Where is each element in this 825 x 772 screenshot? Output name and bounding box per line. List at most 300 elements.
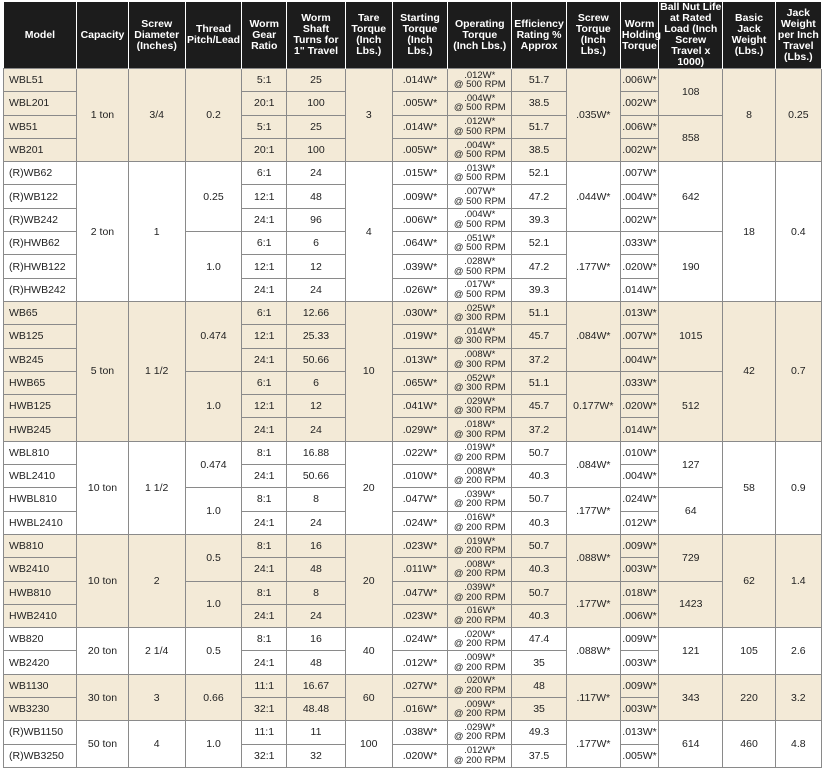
starting-torque-cell: .016W* <box>392 698 447 721</box>
efficiency-cell: 40.3 <box>512 511 566 534</box>
jack-weight-per-inch-cell: 3.2 <box>775 674 821 721</box>
worm-holding-torque-cell: .003W* <box>620 651 658 674</box>
worm-shaft-turns-cell: 25.33 <box>287 325 345 348</box>
efficiency-cell: 50.7 <box>512 441 566 464</box>
tare-torque-cell: 20 <box>345 441 392 534</box>
operating-torque-cell <box>448 604 512 627</box>
header-worm-shaft-turns: Worm Shaft Turns for 1" Travel <box>287 2 345 69</box>
ball-nut-life-cell: 1423 <box>659 581 723 628</box>
ball-nut-life-cell: 108 <box>659 69 723 116</box>
efficiency-cell: 51.1 <box>512 371 566 394</box>
operating-torque-value: .012W* <box>464 116 496 128</box>
ball-nut-life-cell: 642 <box>659 162 723 232</box>
worm-holding-torque-cell: .013W* <box>620 301 658 324</box>
operating-torque-value: .013W* <box>464 162 496 174</box>
header-thread-pitch: Thread Pitch/Lead <box>185 2 241 69</box>
basic-jack-weight-cell: 18 <box>723 162 775 302</box>
worm-holding-torque-cell: .007W* <box>620 325 658 348</box>
operating-torque-value: .052W* <box>464 372 496 384</box>
capacity-cell: 10 ton <box>77 441 128 534</box>
model-cell: HWB2410 <box>4 604 77 627</box>
operating-speed: @ 500 RPM <box>453 149 506 161</box>
screw-torque-cell: .177W* <box>566 232 620 302</box>
operating-torque-value: .007W* <box>464 186 496 198</box>
starting-torque-cell: .064W* <box>392 232 447 255</box>
starting-torque-cell: .014W* <box>392 115 447 138</box>
starting-torque-cell: .026W* <box>392 278 447 301</box>
operating-torque-cell <box>448 371 512 394</box>
efficiency-cell: 39.3 <box>512 208 566 231</box>
starting-torque-cell: .027W* <box>392 674 447 697</box>
operating-torque-value: .008W* <box>464 558 496 570</box>
worm-shaft-turns-cell: 48 <box>287 558 345 581</box>
starting-torque-cell: .038W* <box>392 721 447 744</box>
ball-nut-life-cell: 343 <box>659 674 723 721</box>
screw-diameter-cell: 2 1/4 <box>128 628 185 675</box>
worm-gear-ratio-cell: 11:1 <box>242 721 287 744</box>
jack-specifications-table <box>3 2 822 768</box>
worm-shaft-turns-cell: 24 <box>287 162 345 185</box>
worm-shaft-turns-cell: 48 <box>287 185 345 208</box>
model-cell: (R)HWB242 <box>4 278 77 301</box>
worm-holding-torque-cell: .004W* <box>620 465 658 488</box>
model-cell: WB245 <box>4 348 77 371</box>
starting-torque-cell: .020W* <box>392 744 447 767</box>
efficiency-cell: 50.7 <box>512 534 566 557</box>
efficiency-cell: 37.5 <box>512 744 566 767</box>
model-cell: (R)WB3250 <box>4 744 77 767</box>
operating-speed: @ 200 RPM <box>453 754 506 766</box>
worm-holding-torque-cell: .003W* <box>620 558 658 581</box>
header-jack-weight-per-inch: Jack Weight per Inch Travel (Lbs.) <box>775 2 821 69</box>
operating-torque-cell <box>448 744 512 767</box>
operating-torque-cell <box>448 348 512 371</box>
screw-torque-cell: .117W* <box>566 674 620 721</box>
operating-speed: @ 200 RPM <box>453 661 506 673</box>
efficiency-cell: 37.2 <box>512 418 566 441</box>
operating-torque-value: .012W* <box>464 69 496 81</box>
operating-torque-value: .009W* <box>464 652 496 664</box>
capacity-cell: 10 ton <box>77 534 128 627</box>
starting-torque-cell: .041W* <box>392 395 447 418</box>
operating-torque-cell <box>448 92 512 115</box>
starting-torque-cell: .047W* <box>392 581 447 604</box>
starting-torque-cell: .012W* <box>392 651 447 674</box>
model-cell: WB2420 <box>4 651 77 674</box>
operating-torque-value: .029W* <box>464 721 496 733</box>
efficiency-cell: 40.3 <box>512 465 566 488</box>
efficiency-cell: 49.3 <box>512 721 566 744</box>
thread-pitch-cell: 0.25 <box>185 162 241 232</box>
operating-speed: @ 200 RPM <box>453 568 506 580</box>
table-row <box>4 441 822 464</box>
thread-pitch-cell: 1.0 <box>185 371 241 441</box>
capacity-cell: 1 ton <box>77 69 128 162</box>
worm-shaft-turns-cell: 6 <box>287 232 345 255</box>
operating-torque-value: .025W* <box>464 302 496 314</box>
worm-gear-ratio-cell: 24:1 <box>242 651 287 674</box>
worm-gear-ratio-cell: 6:1 <box>242 301 287 324</box>
operating-speed: @ 200 RPM <box>453 684 506 696</box>
operating-torque-value: .028W* <box>464 256 496 268</box>
worm-shaft-turns-cell: 50.66 <box>287 465 345 488</box>
efficiency-cell: 37.2 <box>512 348 566 371</box>
model-cell: WB201 <box>4 138 77 161</box>
operating-speed: @ 200 RPM <box>453 498 506 510</box>
operating-speed: @ 300 RPM <box>453 382 506 393</box>
worm-shaft-turns-cell: 12.66 <box>287 301 345 324</box>
worm-gear-ratio-cell: 12:1 <box>242 325 287 348</box>
tare-torque-cell: 60 <box>345 674 392 721</box>
worm-gear-ratio-cell: 6:1 <box>242 232 287 255</box>
screw-torque-cell: .177W* <box>566 581 620 628</box>
operating-speed: @ 300 RPM <box>453 428 506 440</box>
worm-shaft-turns-cell: 24 <box>287 278 345 301</box>
starting-torque-cell: .039W* <box>392 255 447 278</box>
worm-shaft-turns-cell: 16.67 <box>287 674 345 697</box>
efficiency-cell: 47.2 <box>512 255 566 278</box>
model-cell: HWB810 <box>4 581 77 604</box>
model-cell: WBL201 <box>4 92 77 115</box>
efficiency-cell: 47.4 <box>512 628 566 651</box>
operating-torque-cell <box>448 115 512 138</box>
screw-diameter-cell: 2 <box>128 534 185 627</box>
operating-torque-value: .004W* <box>464 209 496 221</box>
worm-holding-torque-cell: .009W* <box>620 534 658 557</box>
worm-shaft-turns-cell: 8 <box>287 581 345 604</box>
efficiency-cell: 45.7 <box>512 325 566 348</box>
efficiency-cell: 48 <box>512 674 566 697</box>
model-cell: (R)HWB122 <box>4 255 77 278</box>
worm-gear-ratio-cell: 24:1 <box>242 604 287 627</box>
model-cell: (R)WB62 <box>4 162 77 185</box>
worm-shaft-turns-cell: 100 <box>287 92 345 115</box>
operating-torque-cell <box>448 208 512 231</box>
worm-gear-ratio-cell: 5:1 <box>242 69 287 92</box>
thread-pitch-cell: 0.474 <box>185 301 241 371</box>
screw-diameter-cell: 3 <box>128 674 185 721</box>
header-capacity: Capacity <box>77 2 128 69</box>
screw-diameter-cell: 1 1/2 <box>128 301 185 441</box>
operating-torque-value: .009W* <box>464 698 496 710</box>
model-cell: WBL51 <box>4 69 77 92</box>
starting-torque-cell: .015W* <box>392 162 447 185</box>
model-cell: WB2410 <box>4 558 77 581</box>
model-cell: HWB245 <box>4 418 77 441</box>
worm-holding-torque-cell: .002W* <box>620 92 658 115</box>
operating-torque-cell <box>448 674 512 697</box>
operating-torque-cell <box>448 465 512 488</box>
thread-pitch-cell: 1.0 <box>185 232 241 302</box>
worm-holding-torque-cell: .020W* <box>620 395 658 418</box>
operating-torque-cell <box>448 511 512 534</box>
worm-holding-torque-cell: .007W* <box>620 162 658 185</box>
worm-gear-ratio-cell: 24:1 <box>242 418 287 441</box>
table-row <box>4 69 822 92</box>
operating-speed: @ 500 RPM <box>453 265 506 277</box>
starting-torque-cell: .023W* <box>392 534 447 557</box>
ball-nut-life-cell: 614 <box>659 721 723 768</box>
operating-torque-value: .008W* <box>464 349 496 361</box>
worm-gear-ratio-cell: 20:1 <box>242 138 287 161</box>
tare-torque-cell: 40 <box>345 628 392 675</box>
worm-shaft-turns-cell: 16.88 <box>287 441 345 464</box>
screw-diameter-cell: 1 <box>128 162 185 302</box>
worm-gear-ratio-cell: 12:1 <box>242 255 287 278</box>
worm-holding-torque-cell: .006W* <box>620 604 658 627</box>
efficiency-cell: 51.7 <box>512 69 566 92</box>
worm-shaft-turns-cell: 48.48 <box>287 698 345 721</box>
worm-shaft-turns-cell: 32 <box>287 744 345 767</box>
screw-torque-cell: .088W* <box>566 628 620 675</box>
efficiency-cell: 52.1 <box>512 232 566 255</box>
ball-nut-life-cell: 729 <box>659 534 723 581</box>
efficiency-cell: 52.1 <box>512 162 566 185</box>
model-cell: HWBL810 <box>4 488 77 511</box>
basic-jack-weight-cell: 8 <box>723 69 775 162</box>
model-cell: WBL2410 <box>4 465 77 488</box>
header-screw-diameter: Screw Diameter (Inches) <box>128 2 185 69</box>
worm-shaft-turns-cell: 6 <box>287 371 345 394</box>
worm-gear-ratio-cell: 24:1 <box>242 465 287 488</box>
worm-gear-ratio-cell: 6:1 <box>242 162 287 185</box>
operating-torque-cell <box>448 581 512 604</box>
header-basic-jack-weight: Basic Jack Weight (Lbs.) <box>723 2 775 69</box>
jack-weight-per-inch-cell: 4.8 <box>775 721 821 768</box>
table-row <box>4 628 822 651</box>
model-cell: WB3230 <box>4 698 77 721</box>
model-cell: WB125 <box>4 325 77 348</box>
worm-gear-ratio-cell: 8:1 <box>242 441 287 464</box>
worm-holding-torque-cell: .012W* <box>620 511 658 534</box>
worm-holding-torque-cell: .010W* <box>620 441 658 464</box>
starting-torque-cell: .006W* <box>392 208 447 231</box>
operating-torque-cell <box>448 232 512 255</box>
tare-torque-cell: 20 <box>345 534 392 627</box>
worm-shaft-turns-cell: 16 <box>287 628 345 651</box>
operating-speed: @ 200 RPM <box>453 731 506 743</box>
tare-torque-cell: 3 <box>345 69 392 162</box>
screw-diameter-cell: 3/4 <box>128 69 185 162</box>
worm-gear-ratio-cell: 24:1 <box>242 208 287 231</box>
operating-torque-value: .020W* <box>464 675 496 687</box>
worm-holding-torque-cell: .009W* <box>620 628 658 651</box>
operating-torque-cell <box>448 395 512 418</box>
operating-speed: @ 500 RPM <box>453 102 506 114</box>
worm-gear-ratio-cell: 32:1 <box>242 698 287 721</box>
operating-torque-value: .029W* <box>464 395 496 407</box>
jack-weight-per-inch-cell: 0.4 <box>775 162 821 302</box>
thread-pitch-cell: 0.5 <box>185 628 241 675</box>
table-row <box>4 534 822 557</box>
worm-shaft-turns-cell: 25 <box>287 69 345 92</box>
efficiency-cell: 45.7 <box>512 395 566 418</box>
starting-torque-cell: .024W* <box>392 511 447 534</box>
worm-holding-torque-cell: .003W* <box>620 698 658 721</box>
jack-weight-per-inch-cell: 2.6 <box>775 628 821 675</box>
basic-jack-weight-cell: 105 <box>723 628 775 675</box>
worm-holding-torque-cell: .013W* <box>620 721 658 744</box>
capacity-cell: 20 ton <box>77 628 128 675</box>
jack-weight-per-inch-cell: 0.9 <box>775 441 821 534</box>
screw-torque-cell: .084W* <box>566 301 620 371</box>
operating-speed: @ 500 RPM <box>453 172 506 184</box>
worm-shaft-turns-cell: 50.66 <box>287 348 345 371</box>
worm-shaft-turns-cell: 100 <box>287 138 345 161</box>
ball-nut-life-cell: 127 <box>659 441 723 488</box>
operating-torque-cell <box>448 488 512 511</box>
operating-torque-cell <box>448 534 512 557</box>
table-row <box>4 301 822 324</box>
model-cell: WB810 <box>4 534 77 557</box>
worm-holding-torque-cell: .002W* <box>620 208 658 231</box>
efficiency-cell: 40.3 <box>512 558 566 581</box>
starting-torque-cell: .009W* <box>392 185 447 208</box>
screw-torque-cell: 0.177W* <box>566 371 620 441</box>
model-cell: WBL810 <box>4 441 77 464</box>
starting-torque-cell: .022W* <box>392 441 447 464</box>
efficiency-cell: 38.5 <box>512 92 566 115</box>
operating-torque-cell <box>448 628 512 651</box>
header-tare-torque: Tare Torque (Inch Lbs.) <box>345 2 392 69</box>
operating-torque-cell <box>448 558 512 581</box>
operating-torque-cell <box>448 185 512 208</box>
operating-speed: @ 200 RPM <box>453 545 506 557</box>
worm-gear-ratio-cell: 8:1 <box>242 581 287 604</box>
operating-torque-cell <box>448 255 512 278</box>
starting-torque-cell: .005W* <box>392 138 447 161</box>
operating-speed: @ 200 RPM <box>453 451 506 463</box>
table-row <box>4 674 822 697</box>
ball-nut-life-cell: 64 <box>659 488 723 535</box>
operating-torque-value: .014W* <box>464 325 496 337</box>
thread-pitch-cell: 0.66 <box>185 674 241 721</box>
starting-torque-cell: .065W* <box>392 371 447 394</box>
worm-gear-ratio-cell: 5:1 <box>242 115 287 138</box>
model-cell: (R)HWB62 <box>4 232 77 255</box>
ball-nut-life-cell: 1015 <box>659 301 723 371</box>
header-efficiency: Efficiency Rating % Approx <box>512 2 566 69</box>
header-model: Model <box>4 2 77 69</box>
ball-nut-life-cell: 858 <box>659 115 723 162</box>
operating-torque-value: .004W* <box>464 139 496 151</box>
worm-shaft-turns-cell: 24 <box>287 418 345 441</box>
operating-torque-value: .008W* <box>464 465 496 477</box>
starting-torque-cell: .024W* <box>392 628 447 651</box>
operating-speed: @ 300 RPM <box>453 312 506 324</box>
model-cell: WB51 <box>4 115 77 138</box>
operating-speed: @ 500 RPM <box>453 125 506 137</box>
efficiency-cell: 38.5 <box>512 138 566 161</box>
header-worm-holding-torque: Worm Holding Torque <box>620 2 658 69</box>
jack-weight-per-inch-cell: 1.4 <box>775 534 821 627</box>
model-cell: HWBL2410 <box>4 511 77 534</box>
operating-torque-cell <box>448 138 512 161</box>
thread-pitch-cell: 0.474 <box>185 441 241 488</box>
worm-holding-torque-cell: .033W* <box>620 371 658 394</box>
capacity-cell: 5 ton <box>77 301 128 441</box>
ball-nut-life-cell: 512 <box>659 371 723 441</box>
worm-holding-torque-cell: .018W* <box>620 581 658 604</box>
worm-shaft-turns-cell: 24 <box>287 511 345 534</box>
jack-weight-per-inch-cell: 0.25 <box>775 69 821 162</box>
operating-torque-value: .016W* <box>464 605 496 617</box>
worm-holding-torque-cell: .024W* <box>620 488 658 511</box>
worm-shaft-turns-cell: 8 <box>287 488 345 511</box>
starting-torque-cell: .010W* <box>392 465 447 488</box>
operating-torque-value: .018W* <box>464 419 496 431</box>
model-cell: HWB65 <box>4 371 77 394</box>
worm-shaft-turns-cell: 24 <box>287 604 345 627</box>
worm-gear-ratio-cell: 24:1 <box>242 558 287 581</box>
worm-gear-ratio-cell: 6:1 <box>242 371 287 394</box>
starting-torque-cell: .014W* <box>392 69 447 92</box>
worm-shaft-turns-cell: 96 <box>287 208 345 231</box>
operating-speed: @ 200 RPM <box>453 591 506 603</box>
operating-torque-value: .016W* <box>464 512 496 524</box>
worm-gear-ratio-cell: 24:1 <box>242 511 287 534</box>
basic-jack-weight-cell: 460 <box>723 721 775 768</box>
worm-holding-torque-cell: .004W* <box>620 348 658 371</box>
thread-pitch-cell: 1.0 <box>185 721 241 768</box>
worm-shaft-turns-cell: 12 <box>287 255 345 278</box>
header-worm-gear-ratio: Worm Gear Ratio <box>242 2 287 69</box>
operating-speed: @ 200 RPM <box>453 475 506 487</box>
model-cell: HWB125 <box>4 395 77 418</box>
operating-torque-cell <box>448 418 512 441</box>
worm-shaft-turns-cell: 48 <box>287 651 345 674</box>
operating-speed: @ 200 RPM <box>453 521 506 533</box>
capacity-cell: 50 ton <box>77 721 128 768</box>
starting-torque-cell: .019W* <box>392 325 447 348</box>
worm-holding-torque-cell: .020W* <box>620 255 658 278</box>
operating-torque-value: .020W* <box>464 628 496 640</box>
operating-torque-cell <box>448 162 512 185</box>
operating-torque-cell <box>448 325 512 348</box>
operating-speed: @ 200 RPM <box>453 638 506 650</box>
operating-torque-cell <box>448 278 512 301</box>
operating-speed: @ 300 RPM <box>453 405 506 417</box>
ball-nut-life-cell: 121 <box>659 628 723 675</box>
operating-torque-value: .017W* <box>464 279 496 291</box>
operating-torque-value: .012W* <box>464 745 496 757</box>
screw-torque-cell: .177W* <box>566 488 620 535</box>
screw-torque-cell: .044W* <box>566 162 620 232</box>
screw-diameter-cell: 4 <box>128 721 185 768</box>
model-cell: WB1130 <box>4 674 77 697</box>
worm-gear-ratio-cell: 20:1 <box>242 92 287 115</box>
efficiency-cell: 40.3 <box>512 604 566 627</box>
operating-speed: @ 300 RPM <box>453 358 506 370</box>
worm-gear-ratio-cell: 11:1 <box>242 674 287 697</box>
operating-torque-value: .004W* <box>464 92 496 104</box>
model-cell: (R)WB1150 <box>4 721 77 744</box>
header-operating-torque: Operating Torque (Inch Lbs.) <box>448 2 512 69</box>
operating-torque-cell <box>448 721 512 744</box>
table-row <box>4 162 822 185</box>
operating-speed: @ 500 RPM <box>453 195 506 207</box>
worm-gear-ratio-cell: 8:1 <box>242 534 287 557</box>
operating-torque-value: .019W* <box>464 442 496 454</box>
screw-diameter-cell: 1 1/2 <box>128 441 185 534</box>
capacity-cell: 30 ton <box>77 674 128 721</box>
header-screw-torque: Screw Torque (Inch Lbs.) <box>566 2 620 69</box>
model-cell: WB65 <box>4 301 77 324</box>
model-cell: (R)WB242 <box>4 208 77 231</box>
efficiency-cell: 50.7 <box>512 581 566 604</box>
operating-speed: @ 500 RPM <box>453 288 506 300</box>
worm-holding-torque-cell: .033W* <box>620 232 658 255</box>
